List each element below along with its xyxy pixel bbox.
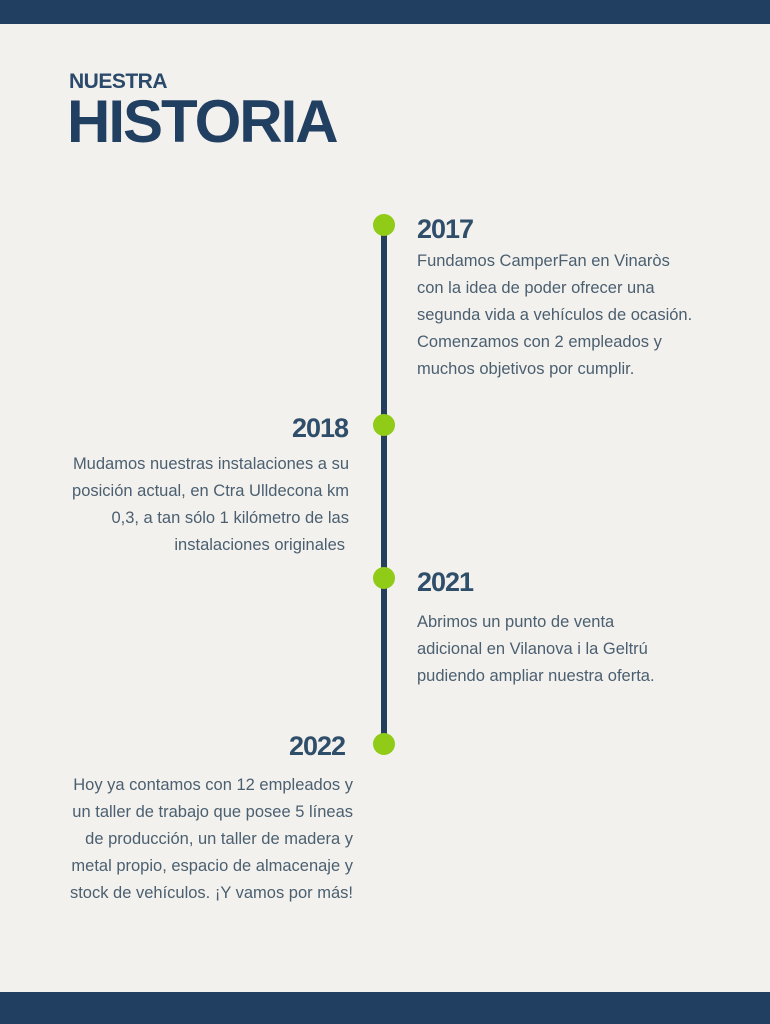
timeline-dot-2017: [373, 214, 395, 236]
year-2021: 2021: [417, 567, 474, 597]
description-line: instalaciones originales: [174, 536, 345, 554]
description-line: con la idea de poder ofrecer una: [417, 279, 655, 297]
event-2022-description: [30, 772, 353, 907]
timeline-dot-2022: [373, 733, 395, 755]
page-subtitle: NUESTRA: [69, 70, 168, 93]
description-line: segunda vida a vehículos de ocasión.: [417, 306, 693, 324]
year-2018: 2018: [292, 413, 349, 443]
description-line: metal propio, espacio de almacenaje y: [71, 857, 353, 875]
timeline-line: [381, 224, 387, 744]
top-banner: [0, 0, 770, 24]
event-2021-description: [417, 609, 737, 690]
timeline-dot-2018: [373, 414, 395, 436]
year-2022: 2022: [289, 731, 346, 761]
description-line: pudiendo ampliar nuestra oferta.: [417, 667, 655, 685]
timeline-dot-2021: [373, 567, 395, 589]
description-line: posición actual, en Ctra Ulldecona km: [72, 482, 349, 500]
event-2018-description: [40, 451, 349, 559]
year-2017: 2017: [417, 214, 474, 244]
description-line: de producción, un taller de madera y: [85, 830, 353, 848]
event-2017-description: [417, 248, 737, 383]
description-line: muchos objetivos por cumplir.: [417, 360, 635, 378]
description-line: Comenzamos con 2 empleados y: [417, 333, 662, 351]
description-line: Mudamos nuestras instalaciones a su: [72, 455, 349, 473]
description-line: stock de vehículos. ¡Y vamos por más!: [69, 884, 353, 902]
description-line: un taller de trabajo que posee 5 líneas: [72, 803, 353, 821]
description-line: Fundamos CamperFan en Vinaròs: [417, 252, 670, 270]
description-line: 0,3, a tan sólo 1 kilómetro de las: [111, 509, 349, 527]
bottom-banner: [0, 992, 770, 1024]
page-title: HISTORIA: [67, 88, 337, 155]
description-line: adicional en Vilanova i la Geltrú: [417, 640, 648, 658]
description-line: Hoy ya contamos con 12 empleados y: [73, 776, 353, 794]
description-line: Abrimos un punto de venta: [417, 613, 615, 631]
